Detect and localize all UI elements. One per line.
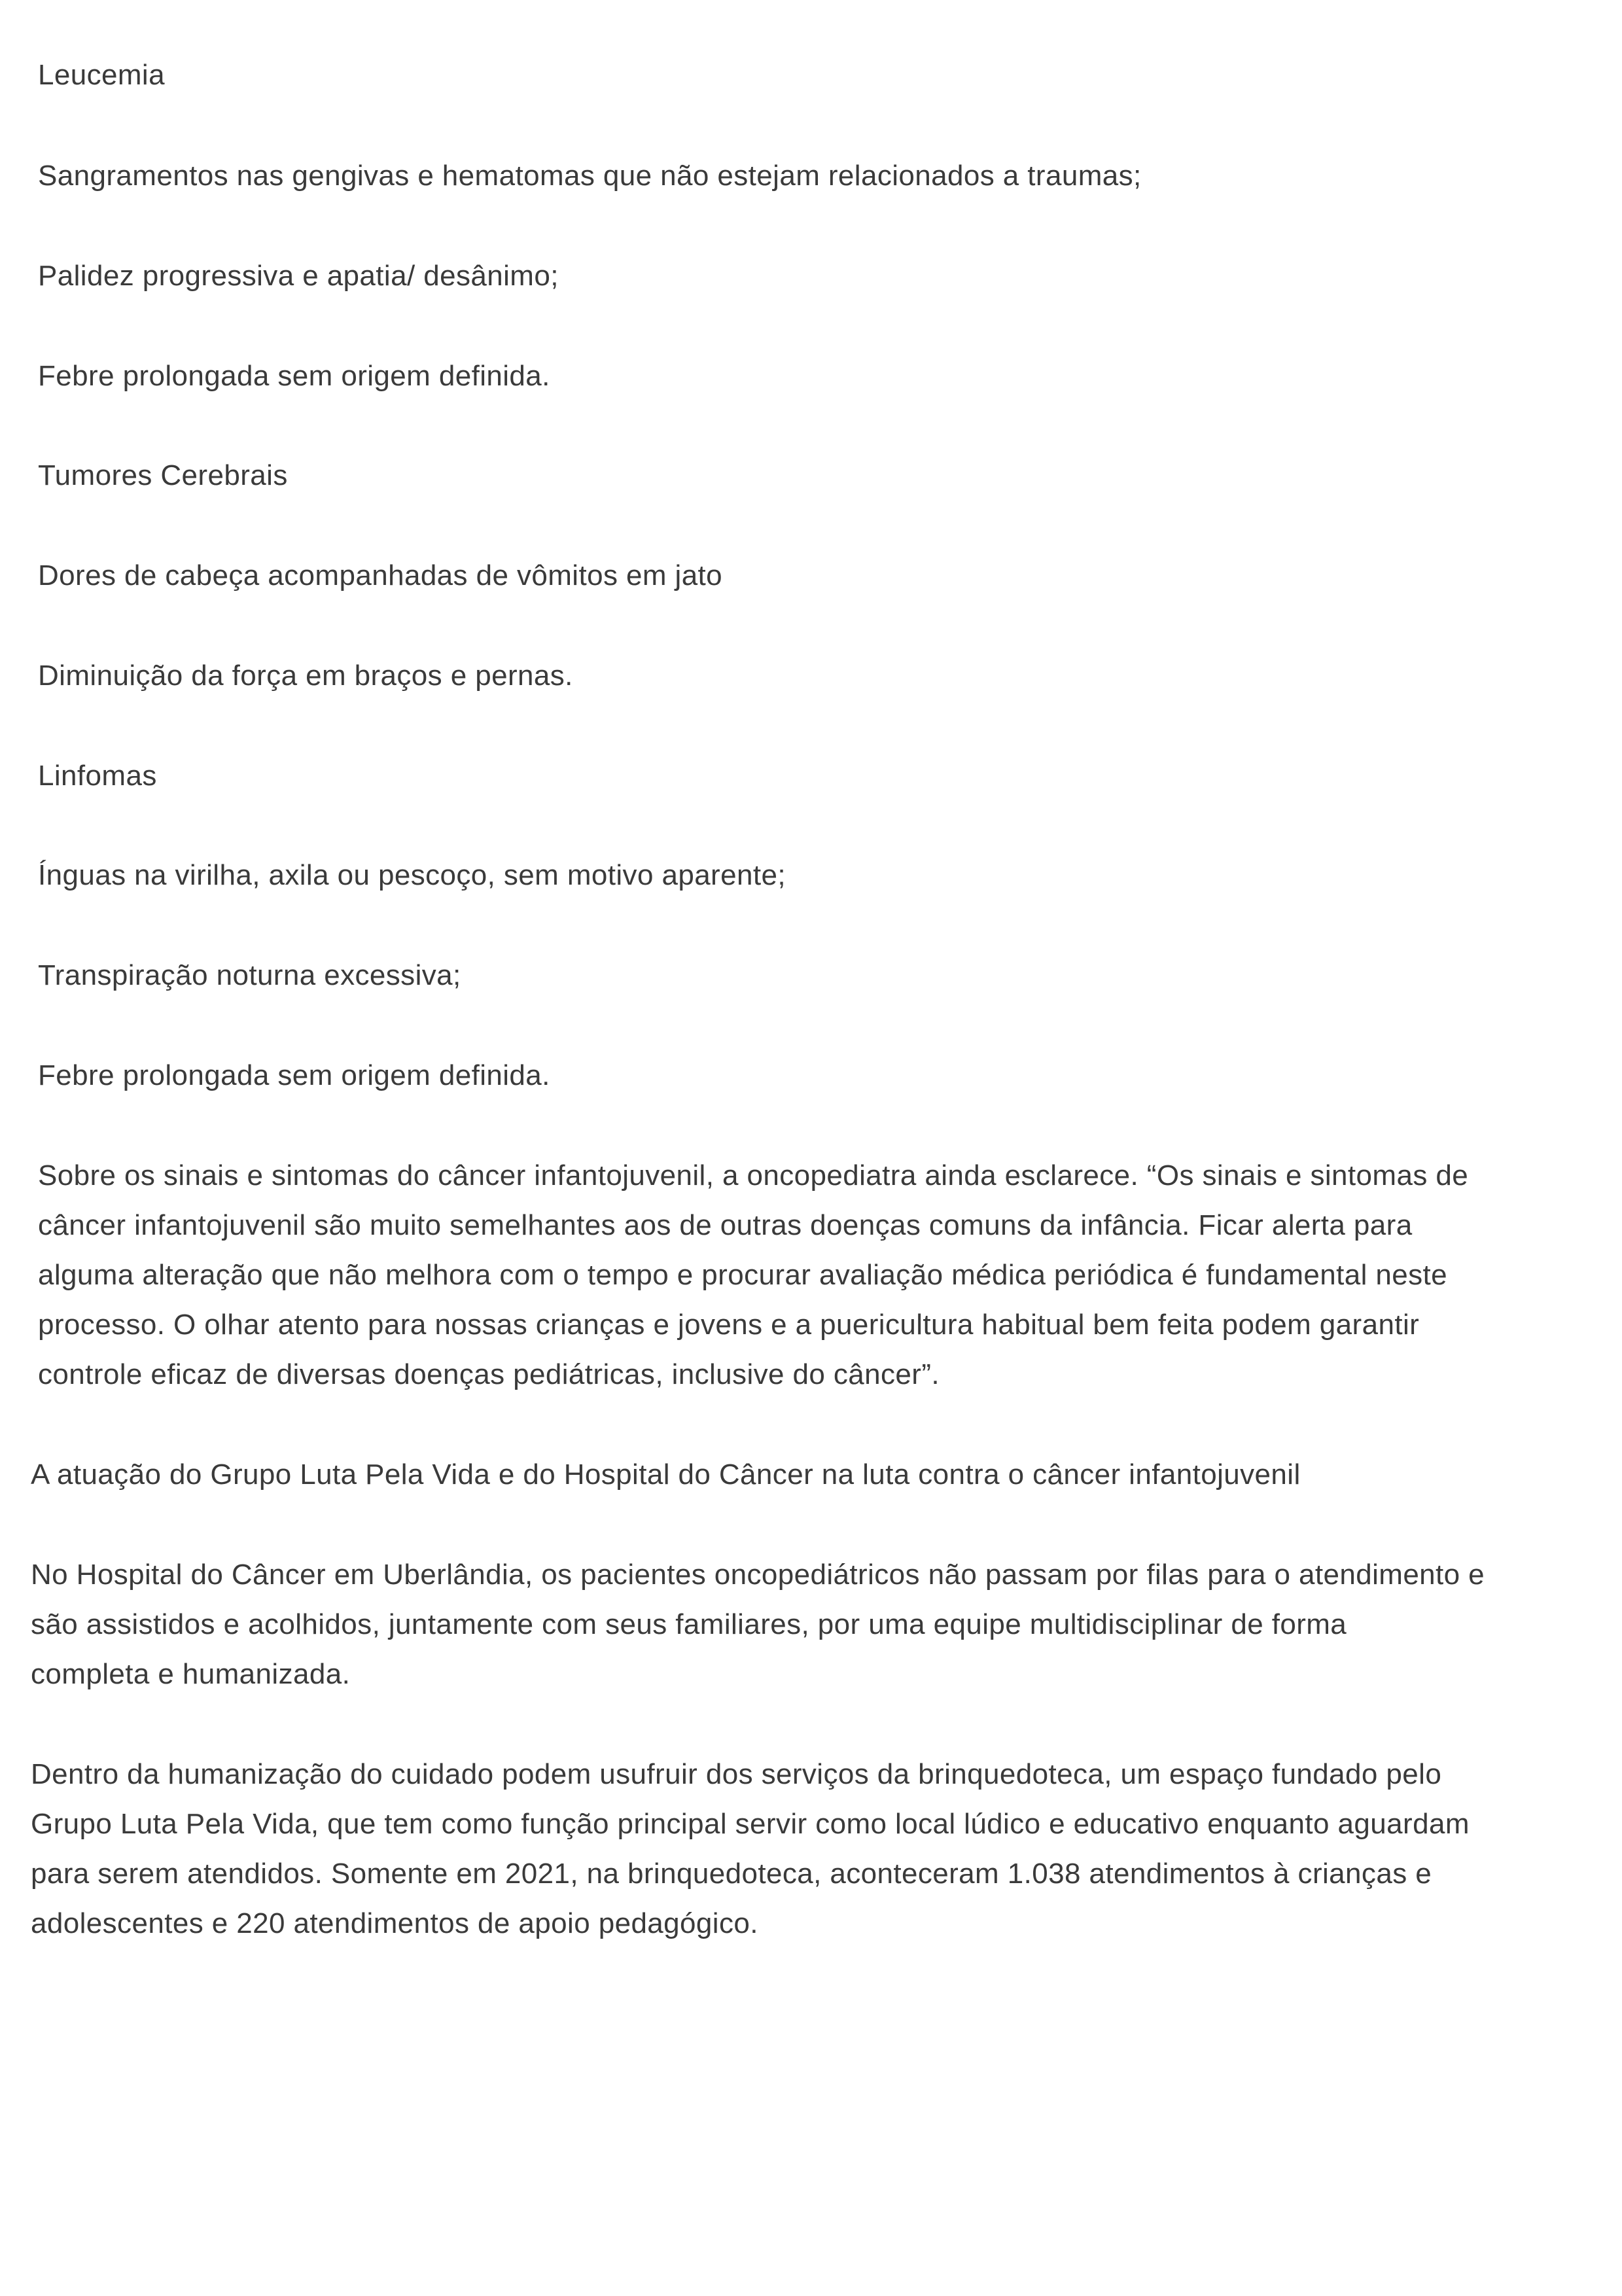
hospital-line-1: No Hospital do Câncer em Uberlândia, os pacientes oncopediátricos não passam por filas para o atendimento e [31,1559,1485,1591]
brinquedoteca-line-1: Dentro da humanização do cuidado podem usufruir dos serviços da brinquedoteca, um espaço fundado pelo [31,1758,1442,1790]
brinquedoteca-line-4: adolescentes e 220 atendimentos de apoio pedagógico. [31,1907,758,1939]
quote-line-4: processo. O olhar atento para nossas crianças e jovens e a puericultura habitual bem feita podem garantir [38,1309,1420,1341]
leucemia-item-2: Palidez progressiva e apatia/ desânimo; [38,260,559,292]
tumores-item-1: Dores de cabeça acompanhadas de vômitos em jato [38,559,723,592]
section-heading: A atuação do Grupo Luta Pela Vida e do Hospital do Câncer na luta contra o câncer infantojuvenil [31,1458,1301,1491]
linfomas-heading: Linfomas [38,760,157,792]
brinquedoteca-line-2: Grupo Luta Pela Vida, que tem como função principal servir como local lúdico e educativo enquanto aguardam [31,1808,1470,1840]
hospital-line-3: completa e humanizada. [31,1658,351,1690]
quote-line-3: alguma alteração que não melhora com o tempo e procurar avaliação médica periódica é fundamental neste [38,1259,1448,1291]
quote-line-1: Sobre os sinais e sintomas do câncer infantojuvenil, a oncopediatra ainda esclarece. “Os sinais e sintomas de [38,1159,1469,1192]
linfomas-item-3: Febre prolongada sem origem definida. [38,1059,550,1091]
hospital-line-2: são assistidos e acolhidos, juntamente com seus familiares, por uma equipe multidisciplinar de forma [31,1608,1347,1640]
quote-line-2: câncer infantojuvenil são muito semelhantes aos de outras doenças comuns da infância. Ficar alerta para [38,1209,1413,1241]
leucemia-item-1: Sangramentos nas gengivas e hematomas que não estejam relacionados a traumas; [38,160,1142,192]
linfomas-item-1: Ínguas na virilha, axila ou pescoço, sem motivo aparente; [38,859,786,891]
leucemia-heading: Leucemia [38,59,165,91]
tumores-item-2: Diminuição da força em braços e pernas. [38,660,573,692]
tumores-heading: Tumores Cerebrais [38,459,288,491]
quote-line-5: controle eficaz de diversas doenças pediátricas, inclusive do câncer”. [38,1358,940,1390]
leucemia-item-3: Febre prolongada sem origem definida. [38,360,550,392]
brinquedoteca-line-3: para serem atendidos. Somente em 2021, na brinquedoteca, aconteceram 1.038 atendimentos à crianças e [31,1858,1432,1890]
linfomas-item-2: Transpiração noturna excessiva; [38,959,461,991]
